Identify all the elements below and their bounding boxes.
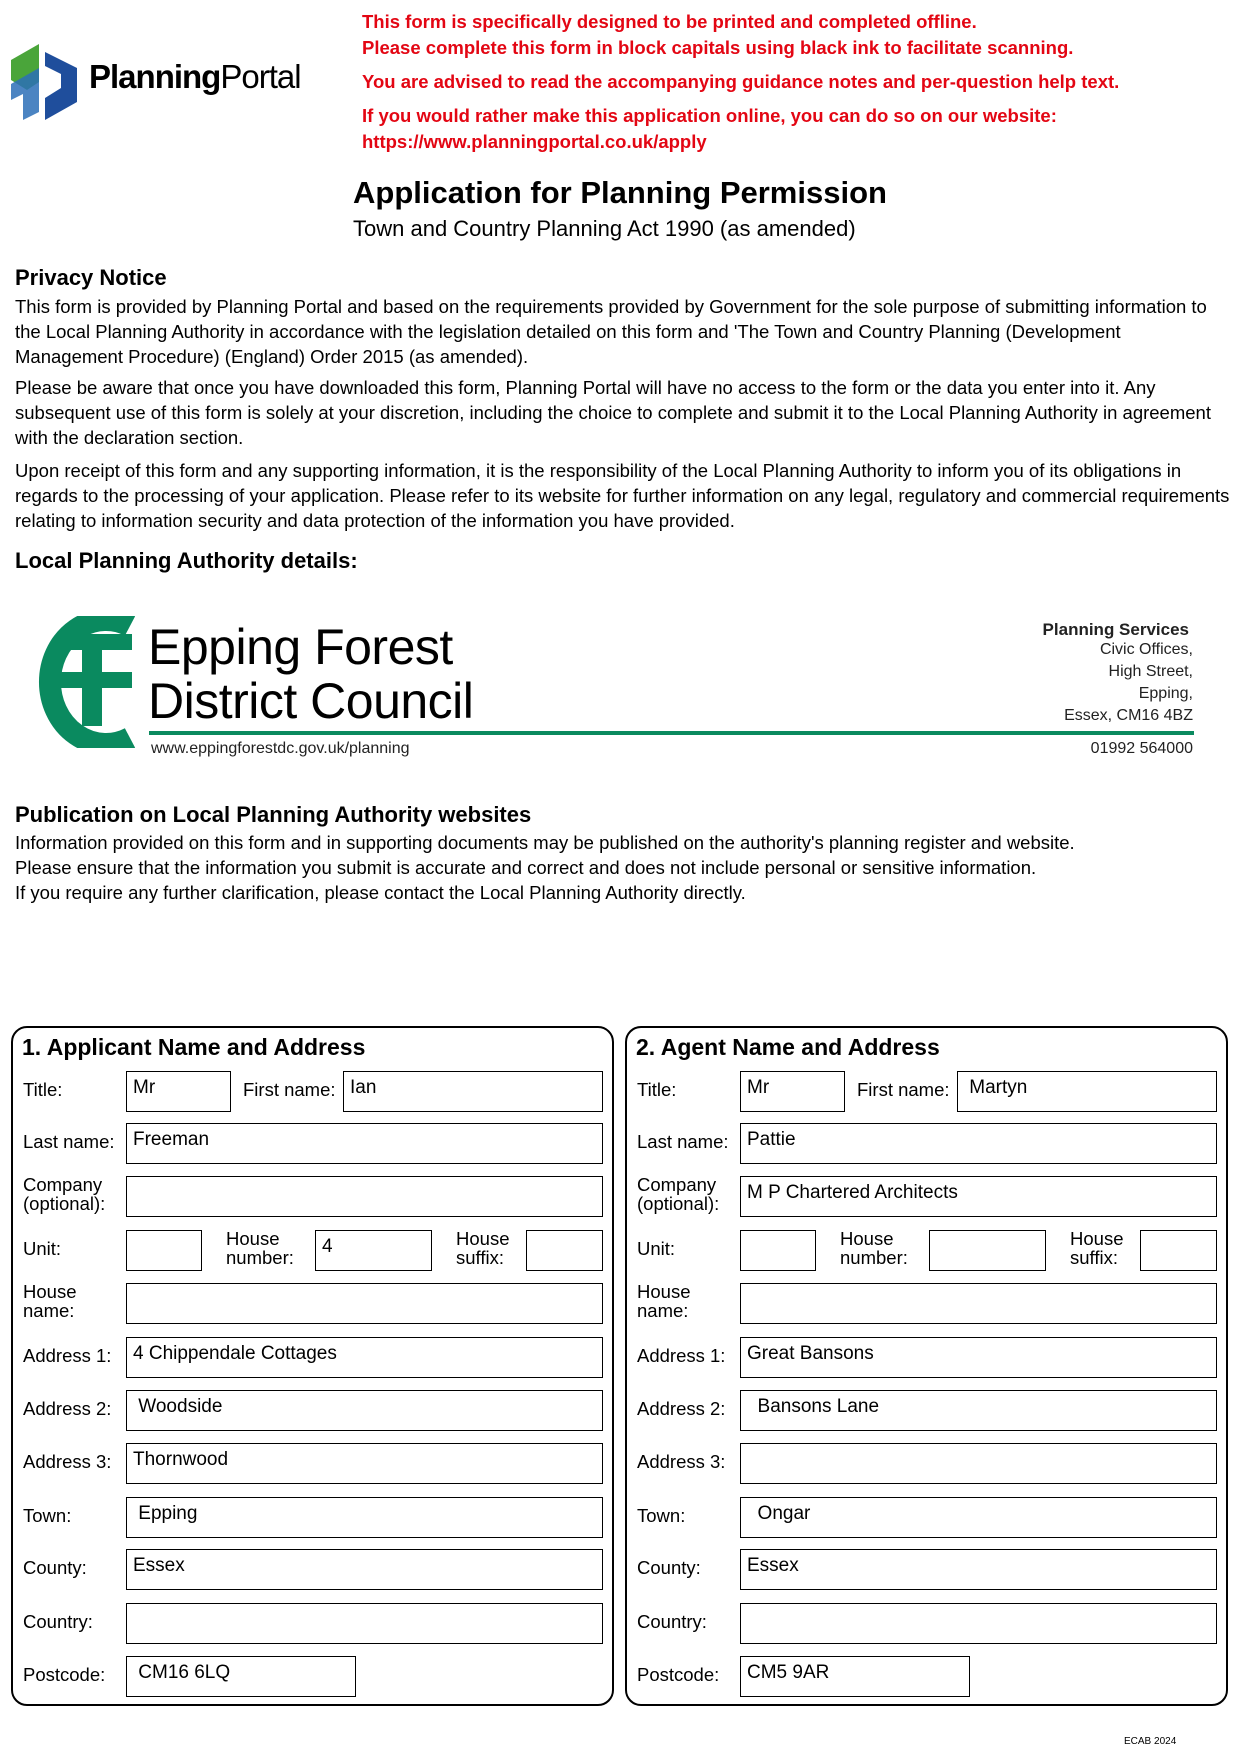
applicant-house-name-field[interactable] <box>126 1283 603 1324</box>
agent-house-suffix-field[interactable] <box>1140 1230 1217 1271</box>
applicant-last-name-field[interactable]: Freeman <box>126 1123 603 1164</box>
applicant-address3-field[interactable]: Thornwood <box>126 1443 603 1484</box>
lpa-divider <box>149 731 1194 735</box>
house-number-label: number: <box>226 1247 294 1268</box>
house-number-label: House <box>226 1228 280 1249</box>
first-name-label: First name: <box>857 1079 950 1100</box>
applicant-county-field[interactable]: Essex <box>126 1549 603 1590</box>
lpa-website[interactable]: www.eppingforestdc.gov.uk/planning <box>151 740 410 757</box>
agent-house-name-field[interactable] <box>740 1283 1217 1324</box>
applicant-company-field[interactable] <box>126 1176 603 1217</box>
house-number-label: House <box>840 1228 894 1249</box>
guidance-notice: You are advised to read the accompanying guidance notes and per-question help text. <box>362 71 1120 92</box>
county-label: County: <box>23 1557 87 1578</box>
lpa-address-line: Epping, <box>1138 685 1193 702</box>
applicant-address1-field[interactable]: 4 Chippendale Cottages <box>126 1337 603 1378</box>
house-suffix-label: suffix: <box>1070 1247 1118 1268</box>
address1-label: Address 1: <box>23 1345 112 1366</box>
house-name-label: name: <box>637 1300 689 1321</box>
applicant-section-heading: 1. Applicant Name and Address <box>22 1034 366 1060</box>
privacy-paragraph: This form is provided by Planning Portal and based on the requirements provided by Government for the sole purpose of submitting information to the Local Planning Authority in accordance with the legislation detailed on this form and 'The Town and Country Planning (Development Management Procedure) (England) Order 2015 (as amended). <box>15 296 1207 367</box>
address3-label: Address 3: <box>637 1451 726 1472</box>
agent-county-field[interactable]: Essex <box>740 1549 1217 1590</box>
country-label: Country: <box>637 1611 707 1632</box>
agent-address2-field[interactable]: Bansons Lane <box>740 1390 1217 1431</box>
house-suffix-label: suffix: <box>456 1247 504 1268</box>
last-name-label: Last name: <box>23 1131 115 1152</box>
country-label: Country: <box>23 1611 93 1632</box>
house-name-label: House <box>637 1281 691 1302</box>
logo-text-planning: Planning <box>89 58 221 95</box>
applicant-first-name-field[interactable]: Ian <box>343 1071 603 1112</box>
applicant-address2-field[interactable]: Woodside <box>126 1390 603 1431</box>
unit-label: Unit: <box>637 1238 676 1259</box>
postcode-label: Postcode: <box>637 1664 720 1685</box>
block-capitals-notice: Please complete this form in block capitals using black ink to facilitate scanning. <box>362 37 1074 58</box>
agent-unit-field[interactable] <box>740 1230 816 1271</box>
lpa-name-line1: Epping Forest <box>148 619 453 675</box>
applicant-section <box>11 1026 614 1706</box>
agent-country-field[interactable] <box>740 1603 1217 1644</box>
agent-address3-field[interactable] <box>740 1443 1217 1484</box>
publication-heading: Publication on Local Planning Authority websites <box>15 802 532 827</box>
applicant-country-field[interactable] <box>126 1603 603 1644</box>
form-code: ECAB 2024 <box>1124 1736 1177 1747</box>
company-label: (optional): <box>23 1193 106 1214</box>
house-suffix-label: House <box>456 1228 510 1249</box>
address2-label: Address 2: <box>23 1398 112 1419</box>
applicant-postcode-field[interactable]: CM16 6LQ <box>126 1656 356 1697</box>
lpa-name-line2: District Council <box>148 673 474 729</box>
agent-address1-field[interactable]: Great Bansons <box>740 1337 1217 1378</box>
house-number-label: number: <box>840 1247 908 1268</box>
agent-house-number-field[interactable] <box>929 1230 1046 1271</box>
lpa-address-line: Essex, CM16 4BZ <box>1064 707 1193 724</box>
title-label: Title: <box>637 1079 677 1100</box>
applicant-house-number-field[interactable]: 4 <box>315 1230 432 1271</box>
applicant-title-field[interactable]: Mr <box>126 1071 231 1112</box>
lpa-address-line: High Street, <box>1108 663 1193 680</box>
applicant-house-suffix-field[interactable] <box>526 1230 603 1271</box>
house-suffix-label: House <box>1070 1228 1124 1249</box>
privacy-paragraph: Please be aware that once you have downloaded this form, Planning Portal will have no access to the form or the data you enter into it. Any subsequent use of this form is solely at your discretion, including the choice to complete and submit it to the Local Planning Authority in agreement with the declaration section. <box>15 377 1211 448</box>
house-name-label: House <box>23 1281 77 1302</box>
agent-section <box>625 1026 1228 1706</box>
agent-town-field[interactable]: Ongar <box>740 1497 1217 1538</box>
online-notice: If you would rather make this application online, you can do so on our website: <box>362 105 1057 126</box>
logo-text-portal: Portal <box>220 58 301 95</box>
planning-portal-logo-icon <box>11 42 81 120</box>
agent-title-field[interactable]: Mr <box>740 1071 845 1112</box>
efdc-logo-icon <box>30 616 136 748</box>
apply-link[interactable]: https://www.planningportal.co.uk/apply <box>362 131 707 152</box>
applicant-town-field[interactable]: Epping <box>126 1497 603 1538</box>
agent-section-heading: 2. Agent Name and Address <box>636 1034 940 1060</box>
address3-label: Address 3: <box>23 1451 112 1472</box>
house-name-label: name: <box>23 1300 75 1321</box>
page-subtitle: Town and Country Planning Act 1990 (as amended) <box>353 216 856 241</box>
address1-label: Address 1: <box>637 1345 726 1366</box>
address2-label: Address 2: <box>637 1398 726 1419</box>
lpa-address-line: Civic Offices, <box>1099 641 1193 658</box>
publication-line: Please ensure that the information you submit is accurate and correct and does not include personal or sensitive information. <box>15 857 1037 878</box>
lpa-heading: Local Planning Authority details: <box>15 548 358 573</box>
agent-company-field[interactable]: M P Chartered Architects <box>740 1176 1217 1217</box>
unit-label: Unit: <box>23 1238 62 1259</box>
town-label: Town: <box>23 1505 72 1526</box>
town-label: Town: <box>637 1505 686 1526</box>
title-label: Title: <box>23 1079 63 1100</box>
company-label: Company <box>637 1174 717 1195</box>
privacy-heading: Privacy Notice <box>15 265 167 290</box>
last-name-label: Last name: <box>637 1131 729 1152</box>
company-label: Company <box>23 1174 103 1195</box>
privacy-paragraph: Upon receipt of this form and any supporting information, it is the responsibility of the Local Planning Authority to inform you of its obligations in regards to the processing of your application. Please refer to its website for further information on any legal, regulatory and commercial requirements relating to information security and data protection of the information you have provided. <box>15 460 1230 531</box>
agent-first-name-field[interactable]: Martyn <box>957 1071 1217 1112</box>
publication-line: If you require any further clarification, please contact the Local Planning Authority directly. <box>15 882 746 903</box>
first-name-label: First name: <box>243 1079 336 1100</box>
agent-postcode-field[interactable]: CM5 9AR <box>740 1656 970 1697</box>
county-label: County: <box>637 1557 701 1578</box>
lpa-department: Planning Services <box>1042 620 1189 639</box>
postcode-label: Postcode: <box>23 1664 106 1685</box>
page-title: Application for Planning Permission <box>353 175 887 210</box>
agent-last-name-field[interactable]: Pattie <box>740 1123 1217 1164</box>
applicant-unit-field[interactable] <box>126 1230 202 1271</box>
lpa-phone: 01992 564000 <box>1090 740 1193 757</box>
offline-notice: This form is specifically designed to be printed and completed offline. <box>362 11 977 32</box>
publication-line: Information provided on this form and in supporting documents may be published on the authority's planning register and website. <box>15 832 1075 853</box>
company-label: (optional): <box>637 1193 720 1214</box>
